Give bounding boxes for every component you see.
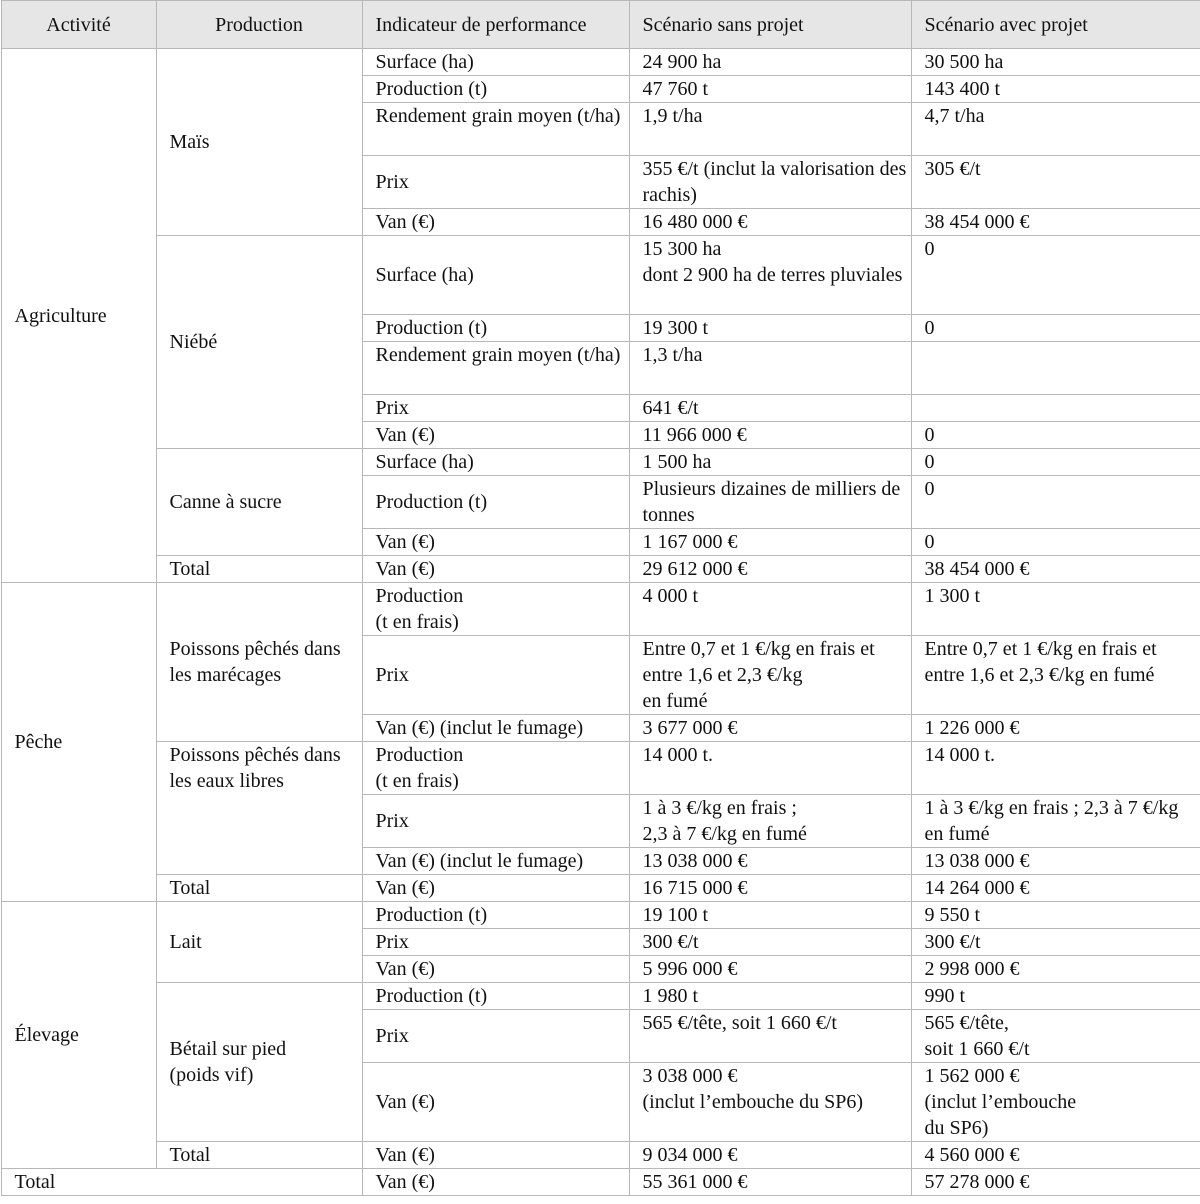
- sans-projet-cell: 1,9 t/ha: [629, 103, 911, 156]
- sans-projet-cell: Entre 0,7 et 1 €/kg en frais et entre 1,6 et 2,3 €/kg en fumé: [629, 636, 911, 715]
- sans-projet-cell: 565 €/tête, soit 1 660 €/t: [629, 1010, 911, 1063]
- production-poissons-eaux-libres: Poissons pêchés dans les eaux libres: [156, 742, 362, 875]
- subtotal-label: Total: [156, 556, 362, 583]
- indicator-cell: Prix: [362, 395, 629, 422]
- indicator-cell: Rendement grain moyen (t/ha): [362, 342, 629, 395]
- production-mais: Maïs: [156, 49, 362, 236]
- indicator-cell: Production (t): [362, 983, 629, 1010]
- indicator-cell: Van (€): [362, 1142, 629, 1169]
- avec-projet-cell: 0: [911, 236, 1200, 315]
- indicator-cell: Van (€): [362, 556, 629, 583]
- avec-projet-cell: 565 €/tête, soit 1 660 €/t: [911, 1010, 1200, 1063]
- table-row: [1, 902, 1200, 929]
- header-indicateur: Indicateur de performance: [362, 1, 629, 49]
- table-row: [1, 49, 1200, 76]
- activity-peche: Pêche: [1, 583, 156, 902]
- avec-projet-cell: 9 550 t: [911, 902, 1200, 929]
- sans-projet-cell: 14 000 t.: [629, 742, 911, 795]
- indicator-cell: Prix: [362, 1010, 629, 1063]
- avec-projet-cell: 38 454 000 €: [911, 209, 1200, 236]
- production-betail: Bétail sur pied (poids vif): [156, 983, 362, 1142]
- indicator-cell: Van (€): [362, 209, 629, 236]
- indicator-cell: Production (t): [362, 315, 629, 342]
- header-row: [1, 1, 1200, 49]
- sans-projet-cell: 300 €/t: [629, 929, 911, 956]
- avec-projet-cell: 0: [911, 422, 1200, 449]
- indicator-cell: Rendement grain moyen (t/ha): [362, 103, 629, 156]
- table-row: [1, 983, 1200, 1010]
- activity-agriculture: Agriculture: [1, 49, 156, 583]
- production-poissons-marecages: Poissons pêchés dans les marécages: [156, 583, 362, 742]
- avec-projet-cell: 0: [911, 476, 1200, 529]
- subtotal-label: Total: [156, 875, 362, 902]
- avec-projet-cell: 0: [911, 449, 1200, 476]
- header-activite: Activité: [1, 1, 156, 49]
- avec-projet-cell: 300 €/t: [911, 929, 1200, 956]
- sans-projet-cell: 19 300 t: [629, 315, 911, 342]
- sans-projet-cell: 1 500 ha: [629, 449, 911, 476]
- avec-projet-cell: 1 226 000 €: [911, 715, 1200, 742]
- indicator-cell: Surface (ha): [362, 449, 629, 476]
- sans-projet-cell: 3 038 000 € (inclut l’embouche du SP6): [629, 1063, 911, 1142]
- indicator-cell: Surface (ha): [362, 236, 629, 315]
- sans-projet-cell: 13 038 000 €: [629, 848, 911, 875]
- indicator-cell: Prix: [362, 795, 629, 848]
- header-avec-projet: Scénario avec projet: [911, 1, 1200, 49]
- indicator-cell: Prix: [362, 636, 629, 715]
- indicator-cell: Prix: [362, 156, 629, 209]
- activity-elevage: Élevage: [1, 902, 156, 1169]
- header-sans-projet: Scénario sans projet: [629, 1, 911, 49]
- table-row: [1, 742, 1200, 795]
- avec-projet-cell: 1 300 t: [911, 583, 1200, 636]
- sans-projet-cell: 24 900 ha: [629, 49, 911, 76]
- sans-projet-cell: 3 677 000 €: [629, 715, 911, 742]
- indicator-cell: Production (t): [362, 76, 629, 103]
- indicator-cell: Production (t en frais): [362, 742, 629, 795]
- indicator-cell: Production (t): [362, 902, 629, 929]
- production-canne: Canne à sucre: [156, 449, 362, 556]
- sans-projet-cell: Plusieurs dizaines de milliers de tonnes: [629, 476, 911, 529]
- sans-projet-cell: 47 760 t: [629, 76, 911, 103]
- subtotal-row: [1, 556, 1200, 583]
- indicator-cell: Surface (ha): [362, 49, 629, 76]
- sans-projet-cell: 9 034 000 €: [629, 1142, 911, 1169]
- production-lait: Lait: [156, 902, 362, 983]
- sans-projet-cell: 1 980 t: [629, 983, 911, 1010]
- sans-projet-cell: 16 715 000 €: [629, 875, 911, 902]
- performance-table: [1, 0, 1200, 1196]
- sans-projet-cell: 15 300 ha dont 2 900 ha de terres pluviales: [629, 236, 911, 315]
- avec-projet-cell: 38 454 000 €: [911, 556, 1200, 583]
- indicator-cell: Van (€): [362, 1063, 629, 1142]
- indicator-cell: Van (€): [362, 1169, 629, 1196]
- indicator-cell: Van (€): [362, 875, 629, 902]
- sans-projet-cell: 19 100 t: [629, 902, 911, 929]
- avec-projet-cell: 1 562 000 € (inclut l’embouche du SP6): [911, 1063, 1200, 1142]
- avec-projet-cell: 14 264 000 €: [911, 875, 1200, 902]
- table-row: [1, 236, 1200, 315]
- subtotal-label: Total: [156, 1142, 362, 1169]
- sans-projet-cell: 5 996 000 €: [629, 956, 911, 983]
- indicator-cell: Van (€) (inclut le fumage): [362, 715, 629, 742]
- avec-projet-cell: 4 560 000 €: [911, 1142, 1200, 1169]
- avec-projet-cell: 13 038 000 €: [911, 848, 1200, 875]
- avec-projet-cell: 1 à 3 €/kg en frais ; 2,3 à 7 €/kg en fumé: [911, 795, 1200, 848]
- avec-projet-cell: 990 t: [911, 983, 1200, 1010]
- avec-projet-cell: 2 998 000 €: [911, 956, 1200, 983]
- sans-projet-cell: 1,3 t/ha: [629, 342, 911, 395]
- subtotal-row: [1, 1142, 1200, 1169]
- sans-projet-cell: 1 167 000 €: [629, 529, 911, 556]
- avec-projet-cell: 305 €/t: [911, 156, 1200, 209]
- sans-projet-cell: 4 000 t: [629, 583, 911, 636]
- grand-total-label: Total: [1, 1169, 362, 1196]
- grand-total-row: [1, 1169, 1200, 1196]
- sans-projet-cell: 11 966 000 €: [629, 422, 911, 449]
- avec-projet-cell: 30 500 ha: [911, 49, 1200, 76]
- avec-projet-cell: 0: [911, 315, 1200, 342]
- sans-projet-cell: 641 €/t: [629, 395, 911, 422]
- header-production: Production: [156, 1, 362, 49]
- table-row: [1, 583, 1200, 636]
- avec-projet-cell: [911, 342, 1200, 395]
- avec-projet-cell: 143 400 t: [911, 76, 1200, 103]
- sans-projet-cell: 355 €/t (inclut la valorisation des rachis): [629, 156, 911, 209]
- table-row: [1, 449, 1200, 476]
- production-niebe: Niébé: [156, 236, 362, 449]
- indicator-cell: Van (€): [362, 422, 629, 449]
- avec-projet-cell: Entre 0,7 et 1 €/kg en frais et entre 1,6 et 2,3 €/kg en fumé: [911, 636, 1200, 715]
- indicator-cell: Van (€): [362, 956, 629, 983]
- avec-projet-cell: 14 000 t.: [911, 742, 1200, 795]
- sans-projet-cell: 1 à 3 €/kg en frais ; 2,3 à 7 €/kg en fumé: [629, 795, 911, 848]
- indicator-cell: Van (€) (inclut le fumage): [362, 848, 629, 875]
- avec-projet-cell: 0: [911, 529, 1200, 556]
- avec-projet-cell: 4,7 t/ha: [911, 103, 1200, 156]
- sans-projet-cell: 55 361 000 €: [629, 1169, 911, 1196]
- indicator-cell: Prix: [362, 929, 629, 956]
- indicator-cell: Production (t en frais): [362, 583, 629, 636]
- sans-projet-cell: 16 480 000 €: [629, 209, 911, 236]
- sans-projet-cell: 29 612 000 €: [629, 556, 911, 583]
- indicator-cell: Van (€): [362, 529, 629, 556]
- avec-projet-cell: 57 278 000 €: [911, 1169, 1200, 1196]
- avec-projet-cell: [911, 395, 1200, 422]
- subtotal-row: [1, 875, 1200, 902]
- indicator-cell: Production (t): [362, 476, 629, 529]
